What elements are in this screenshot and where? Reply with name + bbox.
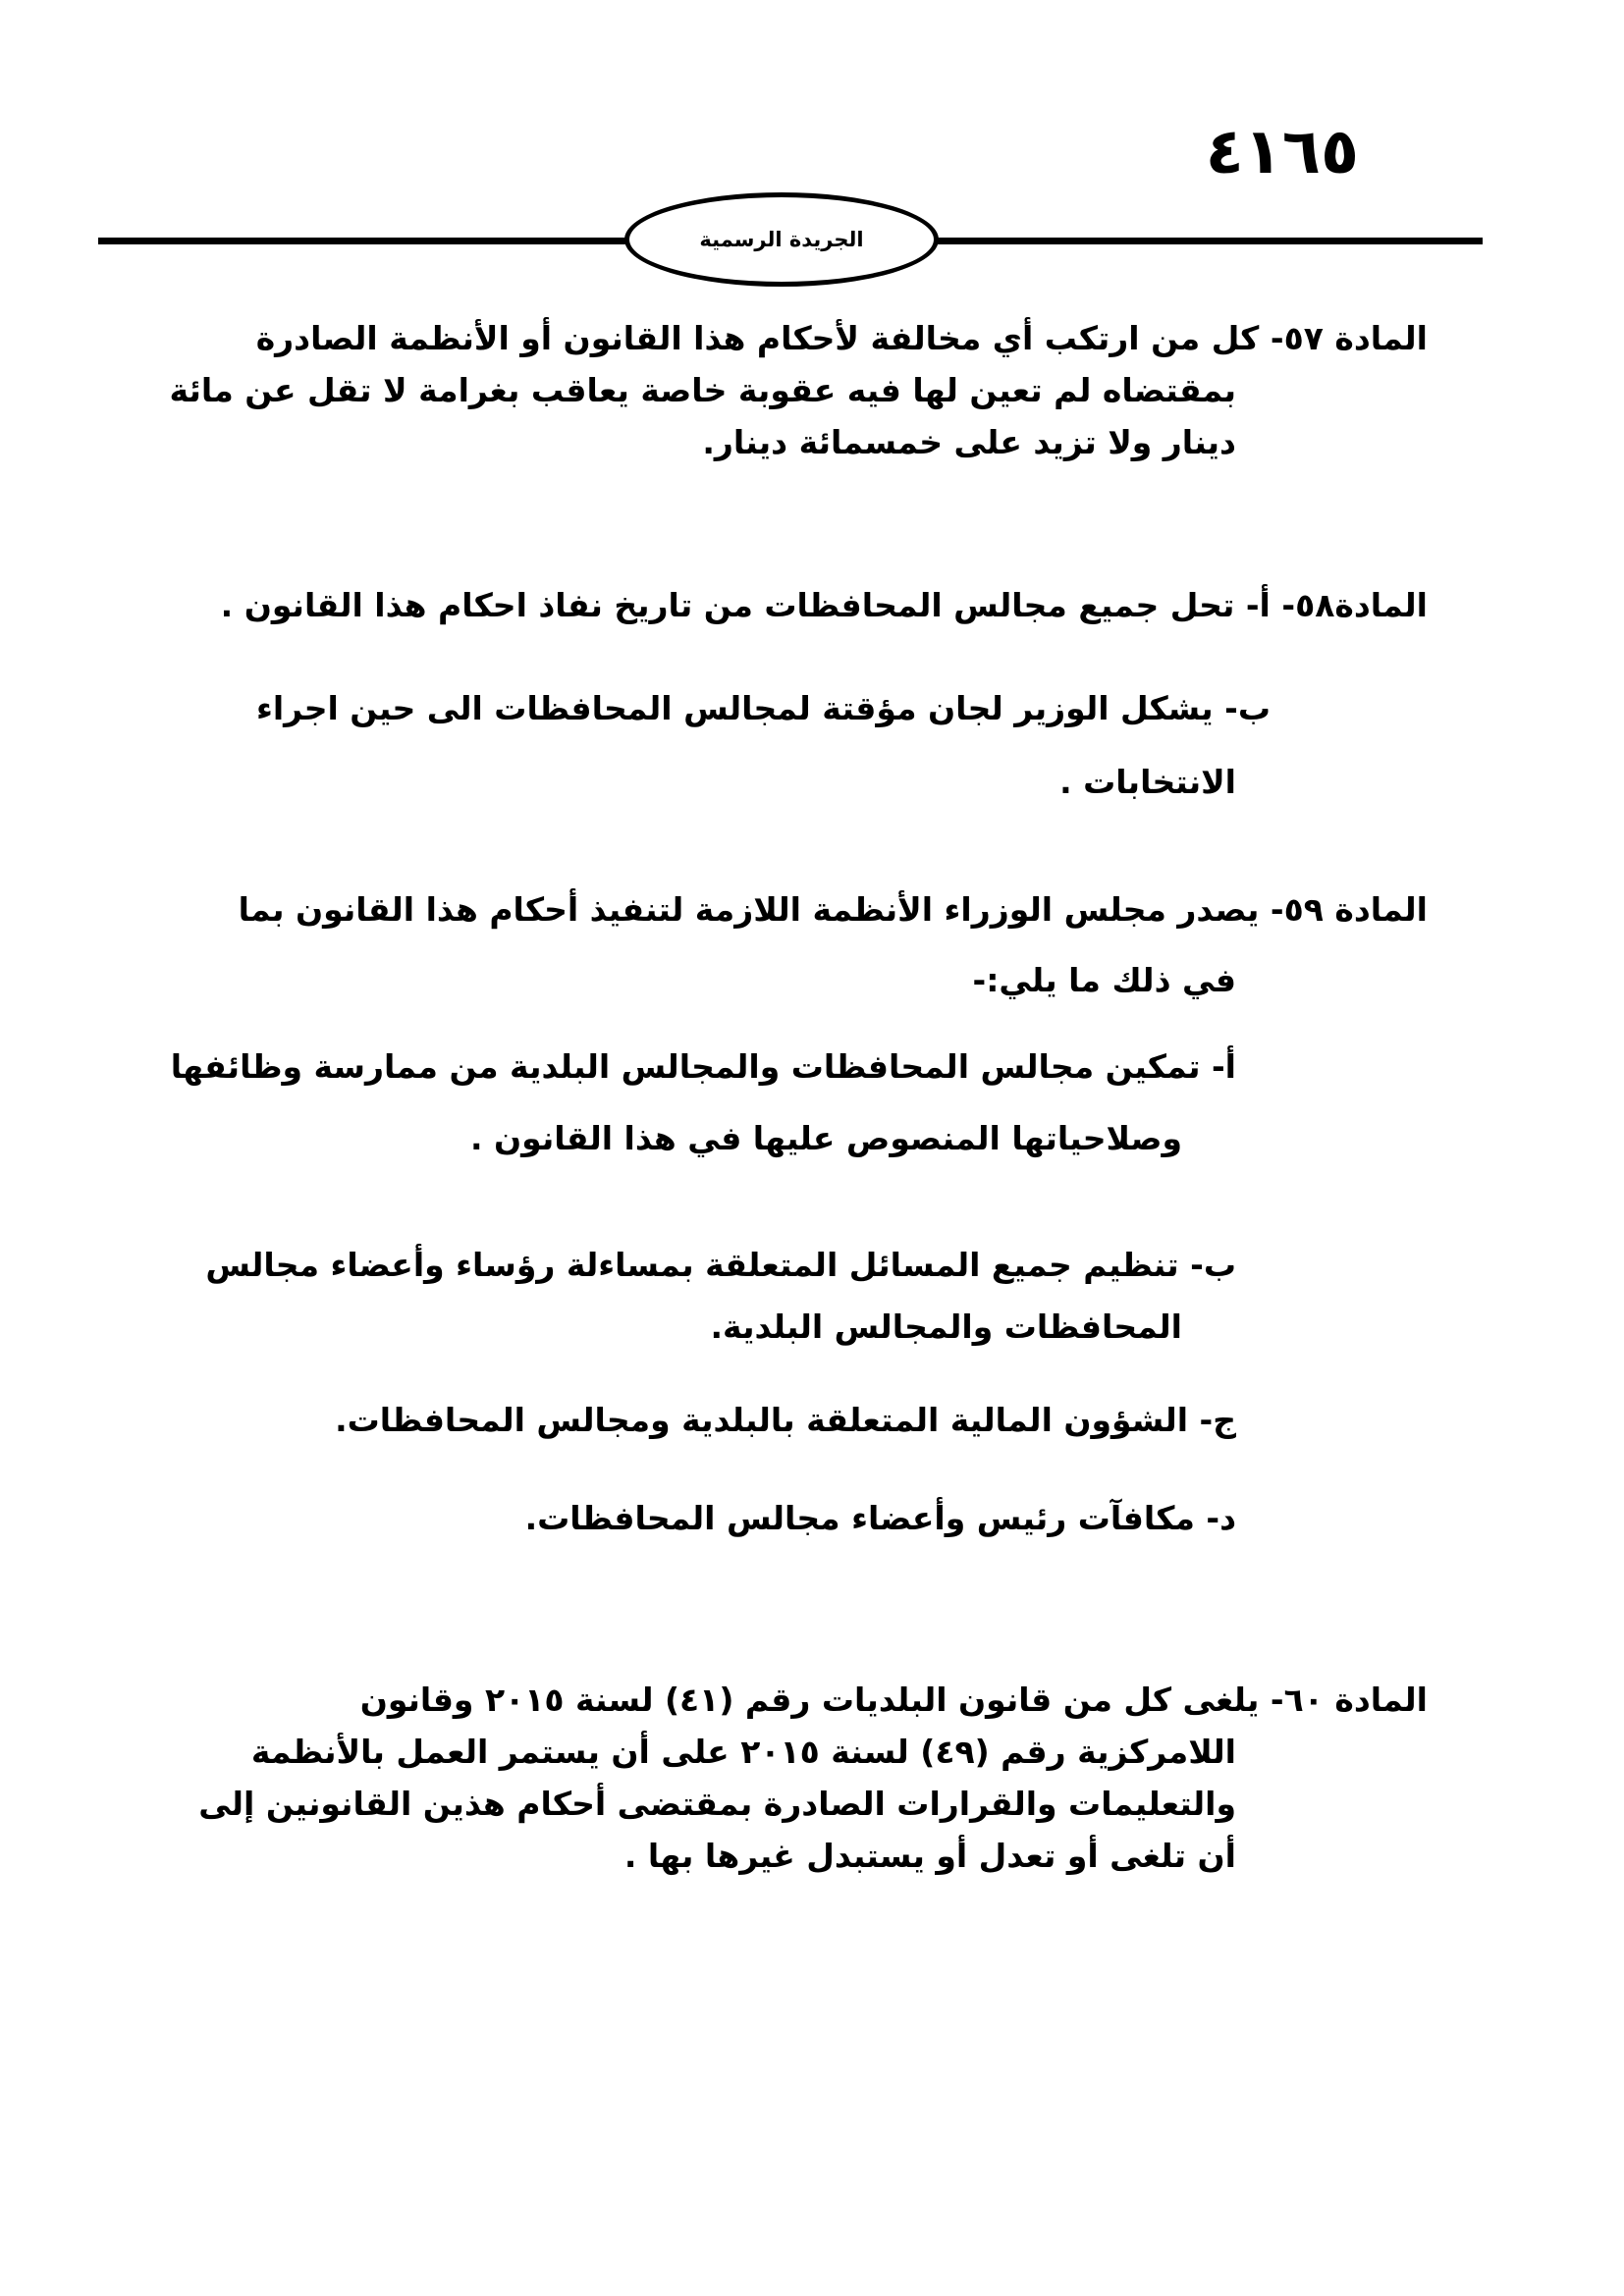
article-58-item-b1: ب- يشكل الوزير لجان مؤقتة لمجالس المحافظات الى حين اجراء	[255, 689, 1271, 727]
article-58-item-b2: الانتخابات .	[1059, 763, 1236, 801]
article-60-line3: والتعليمات والقرارات الصادرة بمقتضى أحكام هذين القانونين إلى	[198, 1785, 1236, 1823]
article-59-label: المادة ٥٩-	[1270, 890, 1428, 929]
article-59-item-b2: المحافظات والمجالس البلدية.	[710, 1308, 1182, 1346]
article-59-item-c: ج- الشؤون المالية المتعلقة بالبلدية ومجالس المحافظات.	[335, 1401, 1236, 1439]
article-60-line1: يلغى كل من قانون البلديات رقم (٤١) لسنة ٢٠١٥ وقانون	[359, 1681, 1260, 1719]
article-57-line2: بمقتضاه لم تعين لها فيه عقوبة خاصة يعاقب بغرامة لا تقل عن مائة	[169, 371, 1236, 409]
article-57-line3: دينار ولا تزيد على خمسمائة دينار.	[702, 423, 1236, 461]
article-58-label: المادة٥٨-	[1281, 586, 1428, 624]
article-59-item-b1: ب- تنظيم جميع المسائل المتعلقة بمساءلة رؤساء وأعضاء مجالس	[205, 1246, 1236, 1284]
article-60-label: المادة ٦٠-	[1270, 1681, 1428, 1719]
page-number: ٤١٦٥	[1205, 116, 1359, 188]
article-58-item-a-row	[161, 579, 1428, 631]
article-60-line4: أن تلغى أو تعدل أو يستبدل غيرها بها .	[623, 1837, 1236, 1875]
article-58-item-a: أ- تحل جميع مجالس المحافظات من تاريخ نفاذ احكام هذا القانون .	[220, 586, 1271, 624]
header-oval	[624, 192, 939, 287]
article-59-line2: في ذلك ما يلي:-	[972, 961, 1236, 999]
article-60-line1-row	[161, 1674, 1428, 1726]
article-59-item-a1: أ- تمكين مجالس المحافظات والمجالس البلدية من ممارسة وظائفها	[170, 1047, 1236, 1086]
article-57-line1: كل من ارتكب أي مخالفة لأحكام هذا القانون أو الأنظمة الصادرة	[255, 319, 1260, 357]
article-59-line1-row	[161, 883, 1428, 935]
article-59-item-a2: وصلاحياتها المنصوص عليها في هذا القانون .	[469, 1119, 1182, 1157]
article-57-line1-row	[161, 312, 1428, 364]
article-59-item-d: د- مكافآت رئيس وأعضاء مجالس المحافظات.	[524, 1499, 1236, 1537]
gazette-title: الجريدة الرسمية	[699, 228, 864, 251]
article-60-line2: اللامركزية رقم (٤٩) لسنة ٢٠١٥ على أن يستمر العمل بالأنظمة	[250, 1733, 1236, 1771]
article-57-label: المادة ٥٧-	[1270, 319, 1428, 357]
article-59-line1: يصدر مجلس الوزراء الأنظمة اللازمة لتنفيذ أحكام هذا القانون بما	[238, 890, 1260, 929]
